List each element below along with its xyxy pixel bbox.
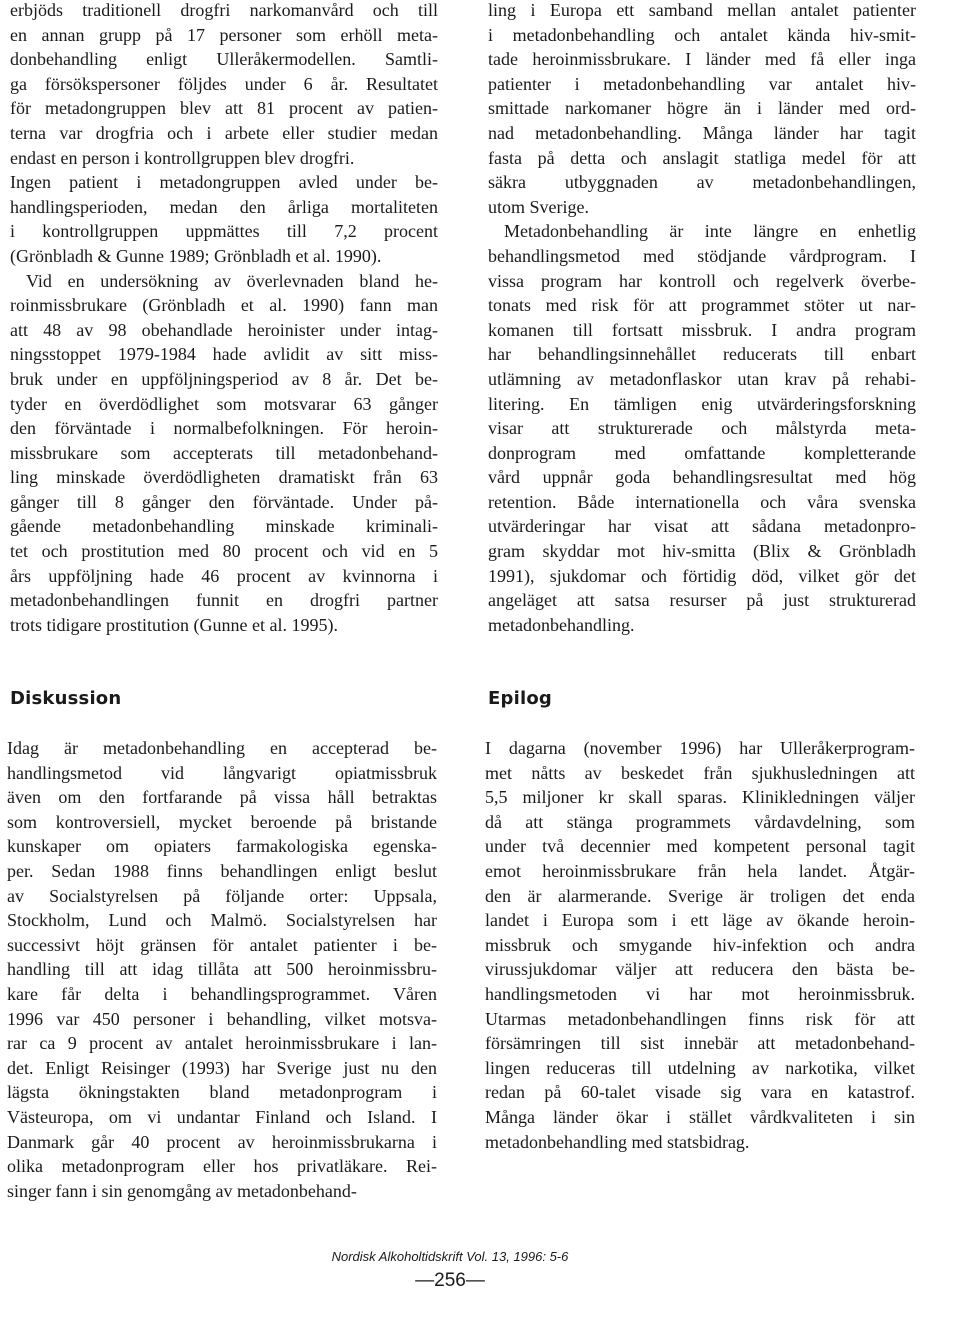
top-right-column xyxy=(488,0,916,637)
text-line: Metadonbehandling är inte längre en enhetlig xyxy=(504,221,916,242)
text-line: tet och prostitution med 80 procent och vid en 5 xyxy=(10,541,438,562)
text-line: Många länder ökar i stället vårdkvaliteten i sin xyxy=(485,1106,915,1127)
text-line: Utarmas metadonbehandlingen finns risk för att xyxy=(485,1008,915,1029)
text-line: metadonbehandling med statsbidrag. xyxy=(485,1131,750,1152)
text-line: lägsta ökningstakten bland metadonprogram i xyxy=(7,1082,437,1103)
text-line: donbehandling enligt Ulleråkermodellen. Samtli- xyxy=(10,49,438,70)
text-line: metadonbehandling. xyxy=(488,614,635,635)
text-line: missbruk och smygande hiv-infektion och andra xyxy=(485,934,915,955)
text-line: retention. Både internationella och våra svenska xyxy=(488,491,916,512)
text-line: 1996 var 450 personer i behandling, vilket motsva- xyxy=(7,1008,437,1029)
text-line: behandlingsmetod med stödjande vårdprogram. I xyxy=(488,245,916,266)
epilog-body xyxy=(485,736,915,1154)
text-line: säkra utbyggnaden av metadonbehandlingen, xyxy=(488,172,916,193)
text-line: det. Enligt Reisinger (1993) har Sverige just nu den xyxy=(7,1057,437,1078)
text-line: virussjukdomar väljer att reducera den bästa be- xyxy=(485,959,915,980)
text-line: har behandlingsinnehållet reducerats till enbart xyxy=(488,344,916,365)
text-line: nad metadonbehandling. Många länder har tagit xyxy=(488,122,916,143)
text-line: fasta på detta och anslagit statliga medel för att xyxy=(488,147,916,168)
text-line: utvärderingar har visat att sådana metadonpro- xyxy=(488,516,916,537)
text-line: terna var drogfria och i arbete eller studier medan xyxy=(10,122,438,143)
text-line: lingen reduceras till utdelning av narkotika, vilket xyxy=(485,1057,915,1078)
text-line: tonats med risk för att programmet stöter ut nar- xyxy=(488,295,916,316)
text-line: ga försökspersoner följdes under 6 år. Resultatet xyxy=(10,73,438,94)
text-line: tyder en överdödlighet som motsvarar 63 gånger xyxy=(10,393,438,414)
text-line: emot heroinmissbrukare från hela landet. Åtgär- xyxy=(485,860,915,881)
text-line: även om den fortfarande på vissa håll betraktas xyxy=(7,787,437,808)
text-line: kunskaper om opiaters farmakologiska egenska- xyxy=(7,836,437,857)
text-line: angeläget att satsa resurser på just strukturerad xyxy=(488,590,916,611)
text-line: tade heroinmissbrukare. I länder med få eller inga xyxy=(488,49,916,70)
text-line: som kontroversiell, mycket beroende på bristande xyxy=(7,811,437,832)
page-number: —256— xyxy=(415,1270,485,1291)
text-line: redan på 60-talet visade sig vara en katastrof. xyxy=(485,1082,915,1103)
text-line: handlingsperioden, medan den årliga mortaliteten xyxy=(10,196,438,217)
text-line: met nåtts av beskedet från sjukhusledningen att xyxy=(485,762,915,783)
text-line: i metadonbehandling och antalet kända hiv-smit- xyxy=(488,24,916,45)
text-line: handlingsmetod vid långvarigt opiatmissbruk xyxy=(7,762,437,783)
text-line: då att stänga programmets vårdavdelning, som xyxy=(485,811,915,832)
section-heading-diskussion: Diskussion xyxy=(10,688,122,709)
text-line: erbjöds traditionell drogfri narkomanvård och till xyxy=(10,0,438,20)
text-line: Idag är metadonbehandling en accepterad be- xyxy=(7,738,437,758)
text-line: trots tidigare prostitution (Gunne et al. 1995). xyxy=(10,614,338,635)
text-line: i kontrollgruppen uppmättes till 7,2 procent xyxy=(10,221,438,242)
text-line: den förväntade i normalbefolkningen. För heroin- xyxy=(10,418,438,439)
diskussion-body xyxy=(7,736,437,1203)
text-line: donprogram med omfattande kompletterande xyxy=(488,442,916,463)
text-line: kare får delta i behandlingsprogrammet. Våren xyxy=(7,983,437,1004)
text-line: 5,5 miljoner kr skall sparas. Klinikledningen väljer xyxy=(485,787,915,808)
text-line: att 48 av 98 obehandlade heroinister under intag- xyxy=(10,319,438,340)
text-line: successivt höjt gränsen för antalet patienter i be- xyxy=(7,934,437,955)
text-line: försämringen till sist innebär att metadonbehand- xyxy=(485,1033,915,1054)
text-line: missbrukare som accepterats till metadonbehand- xyxy=(10,442,438,463)
text-line: ling minskade överdödligheten dramatiskt från 63 xyxy=(10,467,438,488)
text-line: per. Sedan 1988 finns behandlingen enligt beslut xyxy=(7,860,437,881)
journal-citation: Nordisk Alkoholtidskrift Vol. 13, 1996: 5-6 xyxy=(331,1249,569,1264)
text-line: rar ca 9 procent av antalet heroinmissbrukare i lan- xyxy=(7,1033,437,1054)
text-line: handlingsmetoden vi har mot heroinmissbruk. xyxy=(485,983,915,1004)
text-line: under två decennier med kompetent personal tagit xyxy=(485,836,915,857)
text-line: I dagarna (november 1996) har Ulleråkerprogram- xyxy=(485,738,915,758)
text-line: handling till att idag tillåta att 500 heroinmissbru- xyxy=(7,959,437,980)
section-heading-epilog: Epilog xyxy=(488,688,552,709)
text-line: ling i Europa ett samband mellan antalet patienter xyxy=(488,0,916,20)
text-line: gående metadonbehandling minskade kriminali- xyxy=(10,516,438,537)
text-line: av Socialstyrelsen på följande orter: Uppsala, xyxy=(7,885,437,906)
text-line: (Grönbladh & Gunne 1989; Grönbladh et al. 1990). xyxy=(10,245,382,266)
text-line: Vid en undersökning av överlevnaden bland he- xyxy=(26,270,438,291)
text-line: ningsstoppet 1979-1984 hade avlidit av sitt miss- xyxy=(10,344,438,365)
text-line: gram skyddar mot hiv-smitta (Blix & Grönbladh xyxy=(488,541,916,562)
text-line: gånger till 8 gånger den förväntade. Under på- xyxy=(10,491,438,512)
text-line: litering. En tämligen enig utvärderingsforskning xyxy=(488,393,916,414)
text-line: roinmissbrukare (Grönbladh et al. 1990) fann man xyxy=(10,295,438,316)
top-left-column xyxy=(10,0,438,637)
text-line: Stockholm, Lund och Malmö. Socialstyrelsen har xyxy=(7,910,437,931)
text-line: endast en person i kontrollgruppen blev drogfri. xyxy=(10,147,355,168)
text-line: smittade narkomaner högre än i länder med ord- xyxy=(488,98,916,119)
text-line: års uppföljning hade 46 procent av kvinnorna i xyxy=(10,565,438,586)
text-line: patienter i metadonbehandling var antalet hiv- xyxy=(488,73,916,94)
text-line: den är alarmerande. Sverige är troligen det enda xyxy=(485,885,915,906)
text-line: bruk under en uppföljningsperiod av 8 år. Det be- xyxy=(10,368,438,389)
text-line: Danmark går 40 procent av heroinmissbrukarna i xyxy=(7,1131,437,1152)
text-line: vård uppnår goda behandlingsresultat med hög xyxy=(488,467,916,488)
text-line: en annan grupp på 17 personer som erhöll meta- xyxy=(10,24,438,45)
text-line: visar att strukturerade och målstyrda meta- xyxy=(488,418,916,439)
text-line: metadonbehandlingen funnit en drogfri partner xyxy=(10,590,438,611)
text-line: utlämning av metadonflaskor utan krav på rehabi- xyxy=(488,368,916,389)
text-line: Västeuropa, om vi undantar Finland och Island. I xyxy=(7,1106,437,1127)
text-line: komanen till fortsatt missbruk. I andra program xyxy=(488,319,916,340)
text-line: 1991), sjukdomar och förtidig död, vilket gör det xyxy=(488,565,916,586)
text-line: vissa program har kontroll och regelverk överbe- xyxy=(488,270,916,291)
text-line: olika metadonprogram eller hos privatläkare. Rei- xyxy=(7,1156,437,1177)
text-line: Ingen patient i metadongruppen avled under be- xyxy=(10,172,438,193)
text-line: för metadongruppen blev att 81 procent av patien- xyxy=(10,98,438,119)
text-line: landet i Europa som i ett läge av ökande heroin- xyxy=(485,910,915,931)
text-line: singer fann i sin genomgång av metadonbehand- xyxy=(7,1180,357,1201)
text-line: utom Sverige. xyxy=(488,196,589,217)
